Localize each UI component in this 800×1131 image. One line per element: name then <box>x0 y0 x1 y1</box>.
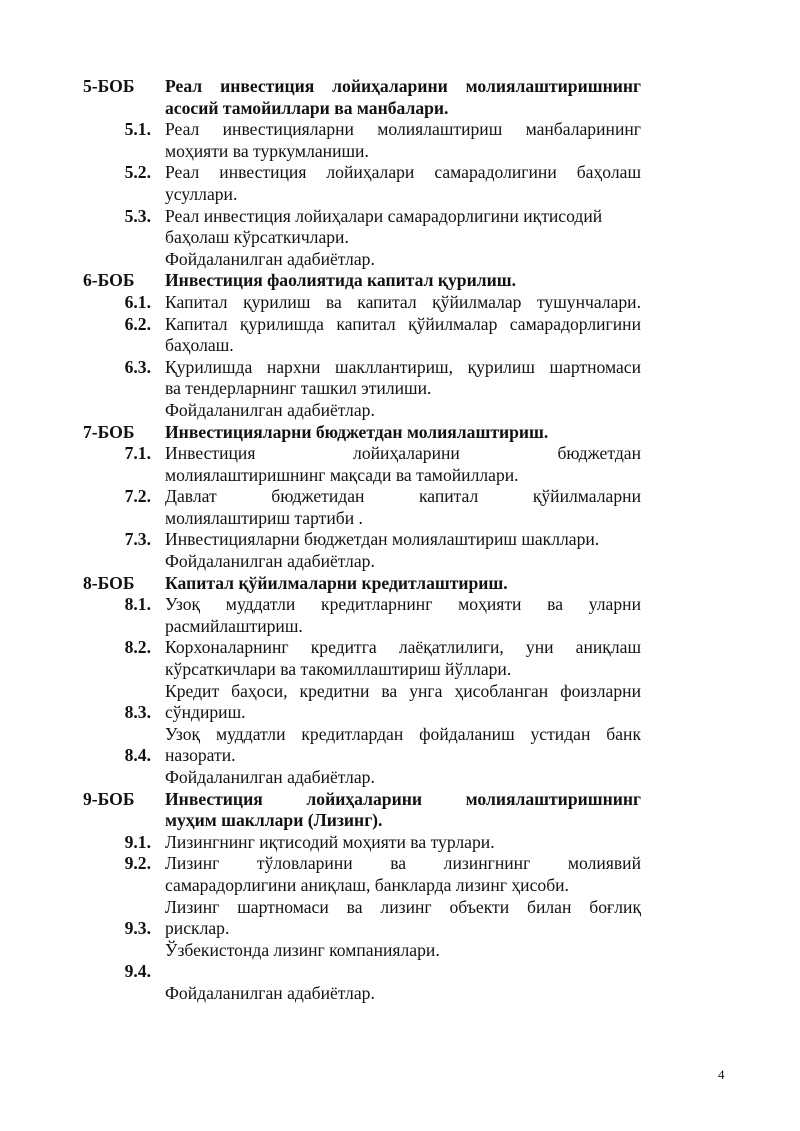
toc-line <box>0 702 800 724</box>
toc-entry-text: Давлат бюджетидан капитал қўйилмаларни <box>165 486 641 507</box>
toc-line <box>0 810 800 832</box>
toc-entry-text: Корхоналарнинг кредитга лаёқатлилиги, уни аниқлаш <box>165 637 641 658</box>
toc-entry-text: Инвестиция лойиҳаларини бюджетдан <box>165 443 641 464</box>
toc-entry-text: кўрсаткичлари ва такомиллаштириш йўллари. <box>165 659 512 680</box>
section-number: 5.1. <box>124 119 151 140</box>
chapter-number: 5-БОБ <box>83 76 135 96</box>
toc-entry-text: Фойдаланилган адабиётлар. <box>165 399 375 420</box>
toc-line <box>0 335 800 357</box>
section-number: 6.1. <box>124 291 151 312</box>
toc-line <box>0 551 800 573</box>
toc-entry-text: Фойдаланилган адабиётлар. <box>165 767 375 787</box>
toc-entry-text: расмийлаштириш. <box>165 615 303 636</box>
chapter-title: Инвестиция фаолиятида капитал қурилиш. <box>165 270 516 291</box>
toc-line <box>0 918 800 940</box>
section-number: 8.3. <box>124 702 151 723</box>
section-number: 8.1. <box>124 594 151 615</box>
section-number: 5.2. <box>124 162 151 183</box>
toc-entry-text: баҳолаш. <box>165 335 234 356</box>
toc-entry-text: баҳолаш кўрсаткичлари. <box>165 227 349 248</box>
toc-line <box>0 508 800 530</box>
toc-entry-text: Инвестицияларни бюджетдан молиялаштириш шакллари. <box>165 529 600 550</box>
chapter-title: Инвестицияларни бюджетдан молиялаштириш. <box>165 421 549 442</box>
toc-line <box>0 378 800 400</box>
section-number: 6.2. <box>124 313 151 334</box>
toc-entry-text: Узоқ муддатли кредитларнинг моҳияти ва уларни <box>165 594 641 615</box>
toc-line <box>0 184 800 206</box>
toc-line <box>0 745 800 767</box>
toc-line <box>0 594 800 616</box>
toc-line <box>0 292 800 314</box>
toc-line <box>0 616 800 638</box>
section-number: 8.2. <box>124 637 151 658</box>
chapter-number: 6-БОБ <box>83 270 135 291</box>
section-number: 7.2. <box>124 486 151 507</box>
toc-entry-text: Лизинг шартномаси ва лизинг объекти билан боғлиқ <box>165 896 641 917</box>
chapter-number: 7-БОБ <box>83 421 135 442</box>
toc-line <box>0 983 800 1005</box>
toc-line <box>0 314 800 336</box>
toc-line <box>0 832 800 854</box>
page-number: 4 <box>718 1067 725 1082</box>
toc-line <box>0 659 800 681</box>
toc-entry-text: Узоқ муддатли кредитлардан фойдаланиш устидан банк <box>165 723 641 744</box>
section-number: 6.3. <box>124 356 151 377</box>
section-number: 5.3. <box>124 205 151 226</box>
toc-entry-text: Лизингнинг иқтисодий моҳияти ва турлари. <box>165 831 495 852</box>
toc-entry-text: Кредит баҳоси, кредитни ва унга ҳисобланган фоизларни <box>165 680 641 701</box>
toc-line <box>0 443 800 465</box>
chapter-title: Инвестиция лойиҳаларини молиялаштиришнинг <box>165 788 641 809</box>
toc-line <box>0 637 800 659</box>
toc-line <box>0 789 800 811</box>
toc-entry-text: Фойдаланилган адабиётлар. <box>165 551 375 572</box>
toc-entry-text: муҳим шакллари (Лизинг). <box>165 810 383 831</box>
toc-line <box>0 162 800 184</box>
toc-entry-text: моҳияти ва туркумланиши. <box>165 140 369 161</box>
toc-entry-text: асосий тамойиллари ва манбалари. <box>165 97 449 118</box>
toc-entry-text: усуллари. <box>165 183 238 204</box>
toc-entry-text: Фойдаланилган адабиётлар. <box>165 982 375 1003</box>
section-number: 9.3. <box>124 918 151 939</box>
chapter-title: Капитал қўйилмаларни кредитлаштириш. <box>165 572 508 593</box>
section-number: 9.2. <box>124 853 151 874</box>
toc-line <box>0 767 800 789</box>
toc-entry-text: рисклар. <box>165 918 230 939</box>
toc-line <box>0 465 800 487</box>
toc-entry-text: Лизинг тўловларини ва лизингнинг молиявий <box>165 853 641 874</box>
chapter-number: 8-БОБ <box>83 572 135 593</box>
toc-entry-text: Реал инвестицияларни молиялаштириш манбаларининг <box>165 119 641 140</box>
toc-entry-text: назорати. <box>165 745 236 766</box>
toc-line <box>0 422 800 444</box>
toc-entry-text: молиялаштириш тартиби . <box>165 507 363 528</box>
section-number: 7.1. <box>124 443 151 464</box>
table-of-contents <box>0 76 800 1005</box>
toc-line <box>0 98 800 120</box>
toc-entry-text: самарадорлигини аниқлаш, банкларда лизинг ҳисоби. <box>165 874 569 895</box>
toc-line <box>0 119 800 141</box>
toc-entry-text: Қурилишда нархни шакллантириш, қурилиш шартномаси <box>165 356 641 377</box>
chapter-title: Реал инвестиция лойиҳаларини молиялаштиришнинг <box>165 76 641 96</box>
toc-entry-text: Капитал қурилишда капитал қўйилмалар самарадорлигини <box>165 313 641 334</box>
toc-entry-text: сўндириш. <box>165 702 246 723</box>
toc-line <box>0 573 800 595</box>
toc-line <box>0 270 800 292</box>
toc-line <box>0 486 800 508</box>
toc-line <box>0 206 800 228</box>
toc-entry-text: Реал инвестиция лойиҳалари самарадолигини баҳолаш <box>165 162 641 183</box>
toc-entry-text: Фойдаланилган адабиётлар. <box>165 248 375 269</box>
toc-line <box>0 681 800 703</box>
toc-line <box>0 529 800 551</box>
section-number: 9.1. <box>124 831 151 852</box>
toc-line <box>0 76 800 98</box>
toc-line <box>0 724 800 746</box>
toc-line <box>0 961 800 983</box>
section-number: 9.4. <box>124 961 151 982</box>
chapter-number: 9-БОБ <box>83 788 135 809</box>
toc-line <box>0 249 800 271</box>
toc-line <box>0 400 800 422</box>
toc-line <box>0 875 800 897</box>
toc-line <box>0 227 800 249</box>
toc-line <box>0 141 800 163</box>
toc-entry-text: Ўзбекистонда лизинг компаниялари. <box>165 939 440 960</box>
toc-line <box>0 853 800 875</box>
toc-entry-text: Капитал қурилиш ва капитал қўйилмалар тушунчалари. <box>165 291 641 312</box>
toc-line <box>0 940 800 962</box>
toc-line <box>0 357 800 379</box>
toc-entry-text: ва тендерларнинг ташкил этилиши. <box>165 378 432 399</box>
section-number: 7.3. <box>124 529 151 550</box>
toc-line <box>0 897 800 919</box>
toc-entry-text: Реал инвестиция лойиҳалари самарадорлигини иқтисодий <box>165 205 603 226</box>
toc-entry-text: молиялаштиришнинг мақсади ва тамойиллари. <box>165 464 519 485</box>
section-number: 8.4. <box>124 745 151 766</box>
